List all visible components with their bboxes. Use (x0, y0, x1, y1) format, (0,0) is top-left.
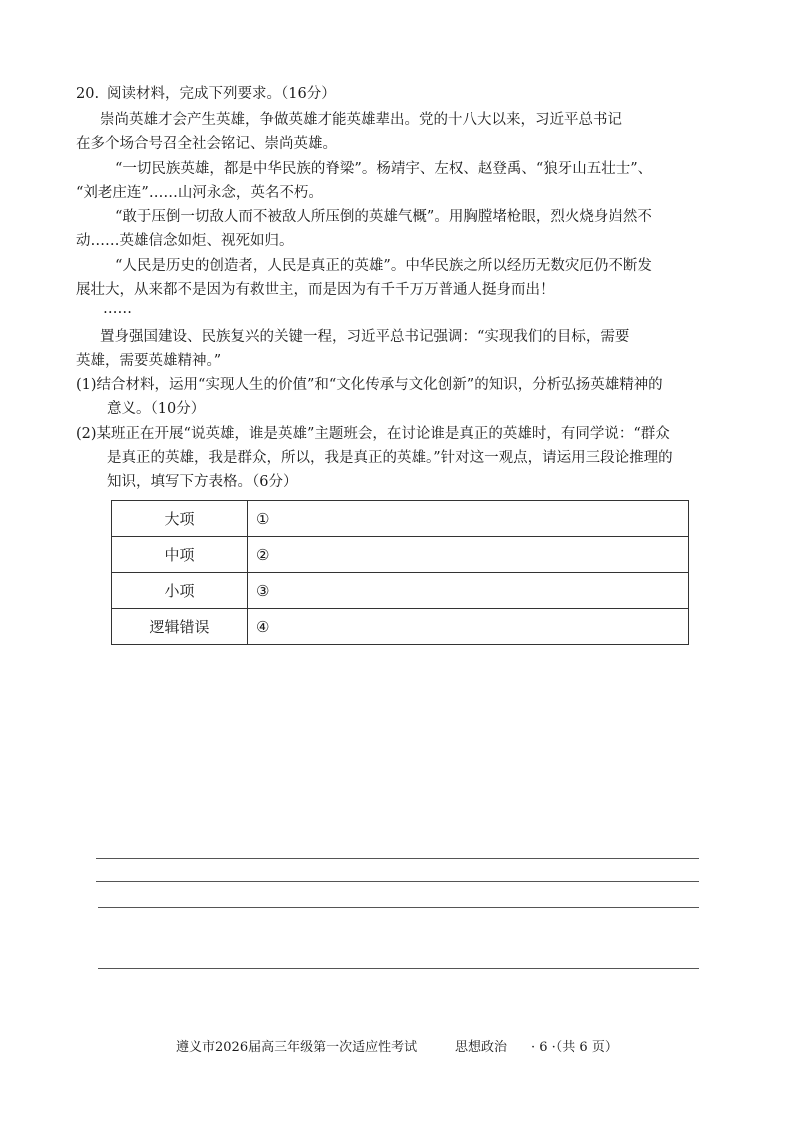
material-paragraph-5-line-2: 英雄，需要英雄精神。” (76, 353, 222, 369)
syllogism-answer-table (111, 500, 689, 645)
row-label-logic-error: 逻辑错误 (112, 609, 248, 645)
subquestion-1-line-2: 意义。（10分） (107, 401, 206, 417)
row-label-major-term: 大项 (112, 501, 248, 537)
subquestion-1-line-1: (1)结合材料，运用“实现人生的价值”和“文化传承与文化创新”的知识，分析弘扬英雄精神的 (76, 377, 663, 393)
answer-line-2[interactable] (96, 881, 699, 882)
answer-cell-3[interactable]: ③ (248, 573, 689, 609)
table-row (112, 573, 689, 609)
material-paragraph-4-line-2: 展壮大，从来都不是因为有救世主，而是因为有千千万万普通人挺身而出！ (76, 282, 555, 298)
footer-exam-title: 遵义市2026届高三年级第一次适应性考试 (176, 1040, 418, 1055)
row-label-minor-term: 小项 (112, 573, 248, 609)
answer-line-1[interactable] (96, 858, 699, 859)
answer-line-4[interactable] (98, 968, 699, 969)
row-label-middle-term: 中项 (112, 537, 248, 573)
answer-cell-1[interactable]: ① (248, 501, 689, 537)
question-instruction: 阅读材料，完成下列要求。（16分） (107, 86, 336, 102)
footer-subject: 思想政治 (455, 1040, 508, 1055)
answer-cell-2[interactable]: ② (248, 537, 689, 573)
subquestion-2-line-2: 是真正的英雄，我是群众，所以，我是真正的英雄。”针对这一观点，请运用三段论推理的 (107, 450, 673, 466)
answer-line-3[interactable] (98, 907, 699, 908)
table-row (112, 609, 689, 645)
table-row (112, 501, 689, 537)
subquestion-2-line-3: 知识，填写下方表格。（6分） (107, 474, 298, 490)
material-paragraph-3-line-2: 动……英雄信念如炬、视死如归。 (76, 233, 294, 249)
footer-page-number: · 6 ·（共 6 页） (531, 1040, 618, 1055)
subquestion-2-line-1: (2)某班正在开展“说英雄，谁是英雄”主题班会，在讨论谁是真正的英雄时，有同学说：“群众 (76, 426, 670, 442)
answer-cell-4[interactable]: ④ (248, 609, 689, 645)
table-row (112, 537, 689, 573)
material-paragraph-1-line-1: 崇尚英雄才会产生英雄，争做英雄才能英雄辈出。党的十八大以来，习近平总书记 (100, 112, 622, 128)
material-paragraph-2-line-2: “刘老庄连”……山河永念，英名不朽。 (76, 185, 323, 201)
material-paragraph-1-line-2: 在多个场合号召全社会铭记、崇尚英雄。 (76, 136, 337, 152)
material-paragraph-5-line-1: 置身强国建设、民族复兴的关键一程，习近平总书记强调：“实现我们的目标，需要 (100, 329, 630, 345)
material-ellipsis: …… (103, 301, 132, 317)
material-paragraph-4-line-1: “人民是历史的创造者，人民是真正的英雄”。中华民族之所以经历无数灾厄仍不断发 (115, 258, 652, 274)
question-number: 20. (76, 86, 100, 102)
material-paragraph-2-line-1: “一切民族英雄，都是中华民族的脊梁”。杨靖宇、左权、赵登禹、“狼牙山五壮士”、 (115, 161, 653, 177)
material-paragraph-3-line-1: “敢于压倒一切敌人而不被敌人所压倒的英雄气概”。用胸膛堵枪眼，烈火烧身岿然不 (115, 209, 652, 225)
